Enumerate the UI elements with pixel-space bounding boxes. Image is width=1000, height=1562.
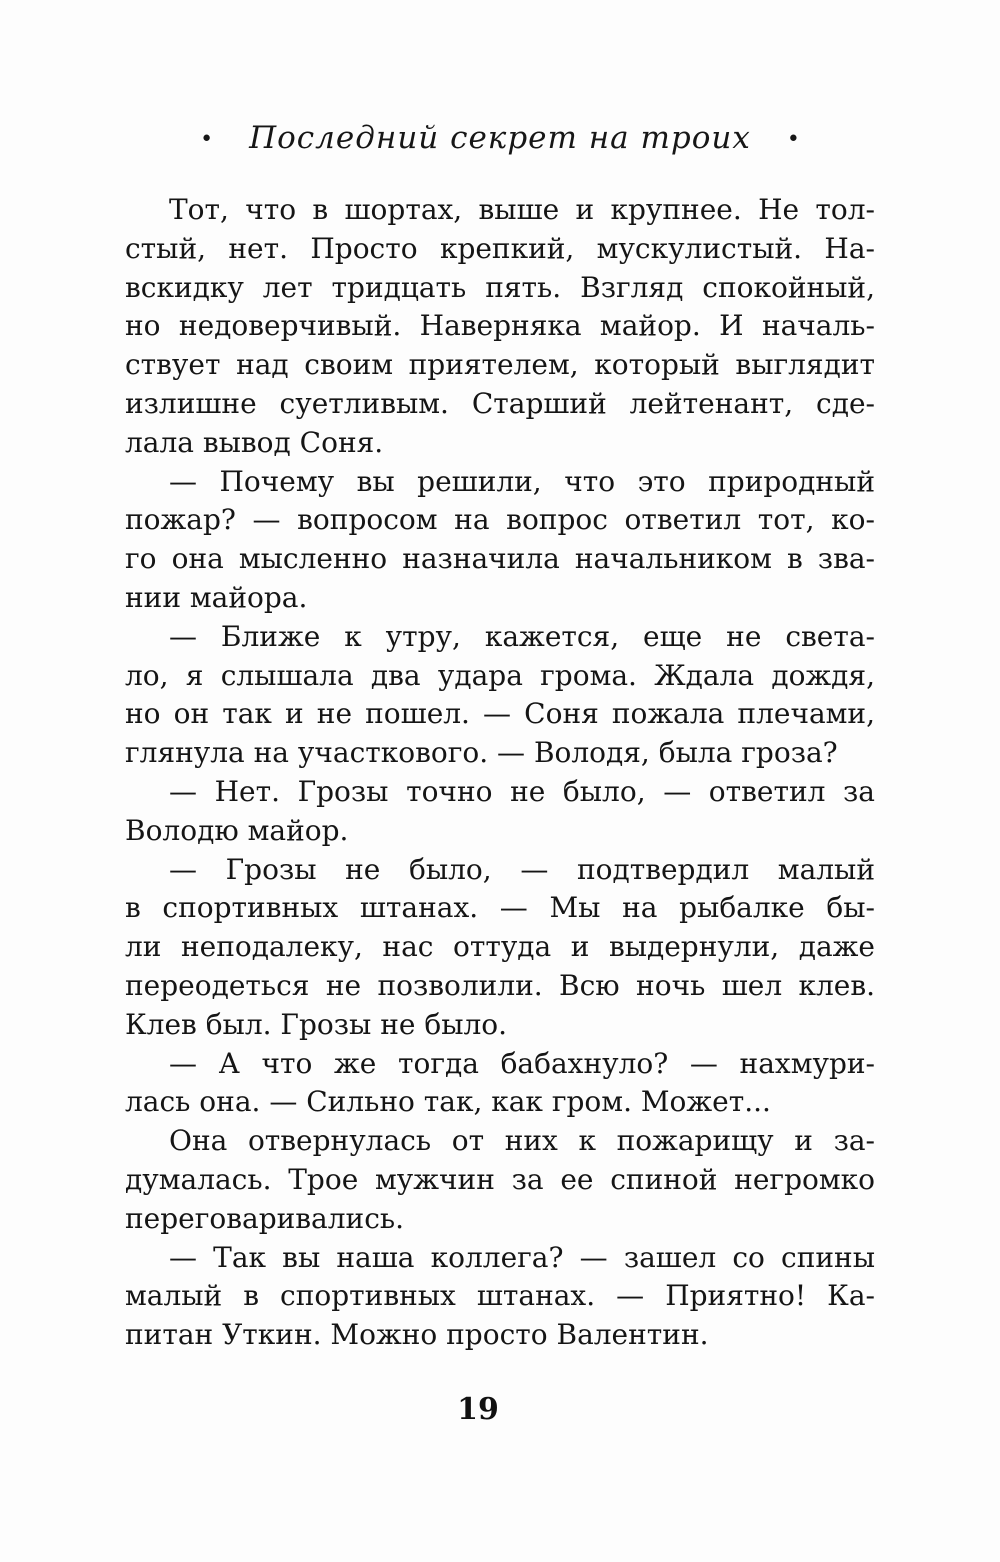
text-line: малый в спортивных штанах. — Приятно! Ка-: [125, 1279, 875, 1313]
text-line: Тот, что в шортах, выше и крупнее. Не тол-: [169, 193, 875, 226]
text-line: — А что же тогда бабахнуло? — нахмури-: [169, 1046, 875, 1080]
text-line: ли неподалеку, нас оттуда и выдернули, даже: [125, 930, 875, 964]
text-line: Она отвернулась от них к пожарищу и за-: [169, 1124, 875, 1158]
paragraph: [125, 851, 875, 1045]
text-line: лала вывод Соня.: [125, 425, 384, 459]
text-line: лась она. — Сильно так, как гром. Может...: [125, 1085, 771, 1119]
running-header: [0, 120, 1000, 156]
running-header-title: Последний секрет на троих: [249, 120, 751, 156]
paragraph: [125, 773, 875, 851]
text-line: го она мысленно назначила начальником в зва-: [125, 542, 875, 576]
paragraph: [125, 1239, 875, 1355]
text-line: — Почему вы решили, что это природный: [169, 464, 875, 498]
text-line: пожар? — вопросом на вопрос ответил тот, ко-: [125, 503, 875, 537]
text-line: Клев был. Грозы не было.: [125, 1007, 508, 1041]
paragraph: [125, 463, 875, 618]
text-line: — Нет. Грозы точно не было, — ответил за: [169, 774, 875, 808]
text-line: но недоверчивый. Наверняка майор. И началь-: [125, 309, 875, 343]
text-line: — Так вы наша коллега? — зашел со спины: [169, 1240, 875, 1274]
text-line: — Грозы не было, — подтвердил малый: [169, 852, 875, 886]
page-number: 19: [457, 1392, 499, 1427]
text-line: ствует над своим приятелем, который выглядит: [125, 348, 875, 382]
header-bullet-left-icon: •: [200, 126, 214, 152]
text-line: глянула на участкового. — Володя, была гроза?: [125, 736, 838, 770]
text-line: думалась. Трое мужчин за ее спиной негромко: [125, 1162, 875, 1196]
text-line: переодеться не позволили. Всю ночь шел клев.: [125, 968, 875, 1002]
page-body-text: [125, 191, 875, 1355]
paragraph: [125, 618, 875, 773]
header-bullet-right-icon: •: [786, 126, 800, 152]
paragraph: [125, 191, 875, 463]
text-line: вскидку лет тридцать пять. Взгляд спокойный,: [125, 270, 875, 304]
text-line: — Ближе к утру, кажется, еще не света-: [169, 619, 875, 653]
paragraph: [125, 1045, 875, 1123]
text-line: Володю майор.: [125, 813, 349, 847]
text-line: в спортивных штанах. — Мы на рыбалке бы-: [125, 891, 875, 925]
text-line: но он так и не пошел. — Соня пожала плечами,: [125, 697, 875, 731]
text-line: излишне суетливым. Старший лейтенант, сде-: [125, 386, 875, 420]
paragraph: [125, 1122, 875, 1238]
text-line: ло, я слышала два удара грома. Ждала дождя,: [125, 658, 875, 692]
text-line: нии майора.: [125, 580, 308, 614]
text-line: стый, нет. Просто крепкий, мускулистый. На-: [125, 231, 875, 265]
text-line: переговаривались.: [125, 1201, 405, 1235]
text-line: питан Уткин. Можно просто Валентин.: [125, 1318, 709, 1352]
